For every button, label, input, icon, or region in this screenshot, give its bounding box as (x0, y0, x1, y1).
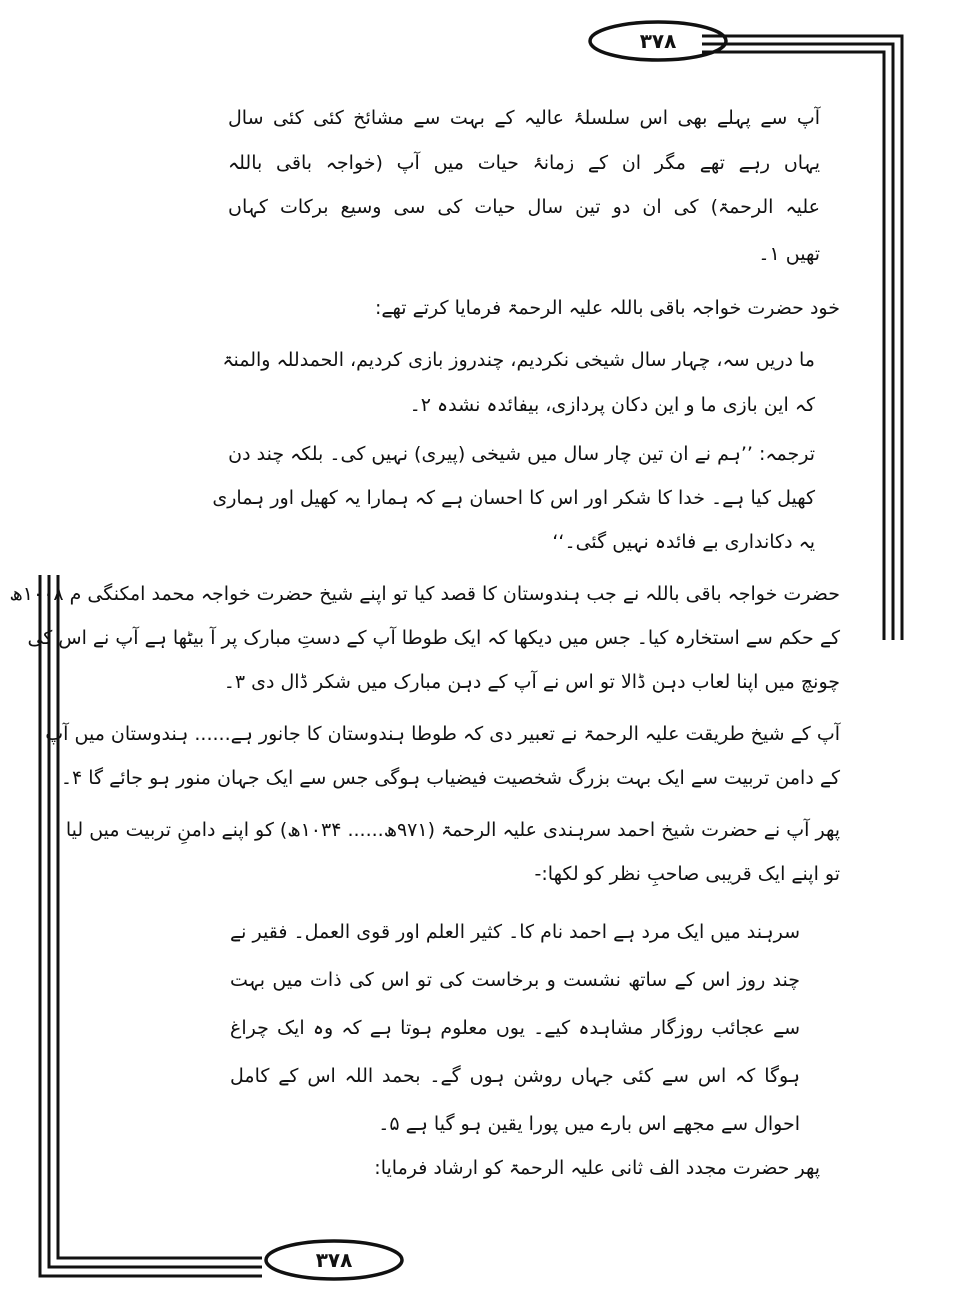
page-number-bottom: ۳۷۸ (315, 1248, 353, 1272)
persian-quote-line: کہ این بازی ما و این دکان پردازی، بیفائدہ نشدہ ۲۔ (409, 394, 815, 416)
text-line: پھر آپ نے حضرت شیخ احمد سرہندی علیہ الرحمۃ (۹۷۱ھ...... ۱۰۳۴ھ) کو اپنے دامنِ تربیت میں لیا (65, 819, 840, 841)
quote-line: چند روز اس کے ساتھ نشست و برخاست کی تو اس کی ذات میں بہت (230, 969, 800, 991)
text-line: کے حکم سے استخارہ کیا۔ جس میں دیکھا کہ ایک طوطا آپ کے دستِ مبارک پر آ بیٹھا ہے آپ نے اس کی (27, 627, 840, 649)
translation-line: ترجمہ: ’’ہم نے ان تین چار سال میں شیخی (پیری) نہیں کی۔ بلکہ چند دن (228, 443, 815, 465)
text-line: حضرت خواجہ باقی باللہ نے جب ہندوستان کا قصد کیا تو اپنے شیخ حضرت خواجہ محمد امکنگی م ۱۰۰۸ھ (9, 583, 840, 605)
quote-line: سے عجائب روزگار مشاہدہ کیے۔ یوں معلوم ہوتا ہے کہ وہ ایک چراغ (230, 1017, 800, 1039)
persian-quote-line: ما دریں سہ، چہار سال شیخی نکردیم، چندروز بازی کردیم، الحمدللہ والمنۃ (222, 349, 815, 371)
quote-line: احوال سے مجھے اس بارے میں پورا یقین ہو گیا ہے ۵۔ (378, 1113, 800, 1135)
text-line: پھر حضرت مجدد الف ثانی علیہ الرحمۃ کو ارشاد فرمایا: (374, 1157, 820, 1179)
text-line: خود حضرت خواجہ باقی باللہ علیہ الرحمۃ فرمایا کرتے تھے: (374, 297, 840, 319)
quote-line: سرہند میں ایک مرد ہے احمد نام کا۔ کثیر العلم اور قوی العمل۔ فقیر نے (230, 921, 800, 943)
text-line: تھیں ۱۔ (758, 243, 820, 265)
text-line: چونچ میں اپنا لعاب دہن ڈالا تو اس نے آپ کے دہن مبارک میں شکر ڈال دی ۳۔ (223, 671, 840, 693)
text-line: کے دامن تربیت سے ایک بہت بزرگ شخصیت فیضیاب ہوگی جس سے ایک جہان منور ہو جائے گا ۴۔ (60, 767, 840, 789)
translation-line: کھیل کیا ہے۔ خدا کا شکر اور اس کا احسان ہے کہ ہمارا یہ کھیل اور ہماری (212, 487, 815, 509)
text-line: آپ کے شیخ طریقت علیہ الرحمۃ نے تعبیر دی کہ طوطا ہندوستان کا جانور ہے...... ہندوستان میں آپ (45, 723, 840, 745)
text-line: علیہ الرحمۃ) کی ان دو تین سال حیات کی سی وسیع برکات کہاں (228, 196, 820, 218)
quote-line: ہوگا کہ اس سے کئی جہاں روشن ہوں گے۔ بحمد اللہ اس کے کامل (230, 1065, 800, 1087)
text-line: یہاں رہے تھے مگر ان کے زمانۂ حیات میں آپ (خواجہ باقی باللہ (228, 152, 820, 174)
translation-line: یہ دکانداری بے فائدہ نہیں گئی۔‘‘ (552, 531, 815, 553)
text-line: تو اپنے ایک قریبی صاحبِ نظر کو لکھا:- (534, 863, 840, 885)
text-line: آپ سے پہلے بھی اس سلسلۂ عالیہ کے بہت سے مشائخ کئی کئی سال (228, 107, 820, 129)
page-number-top: ۳۷۸ (639, 29, 677, 53)
